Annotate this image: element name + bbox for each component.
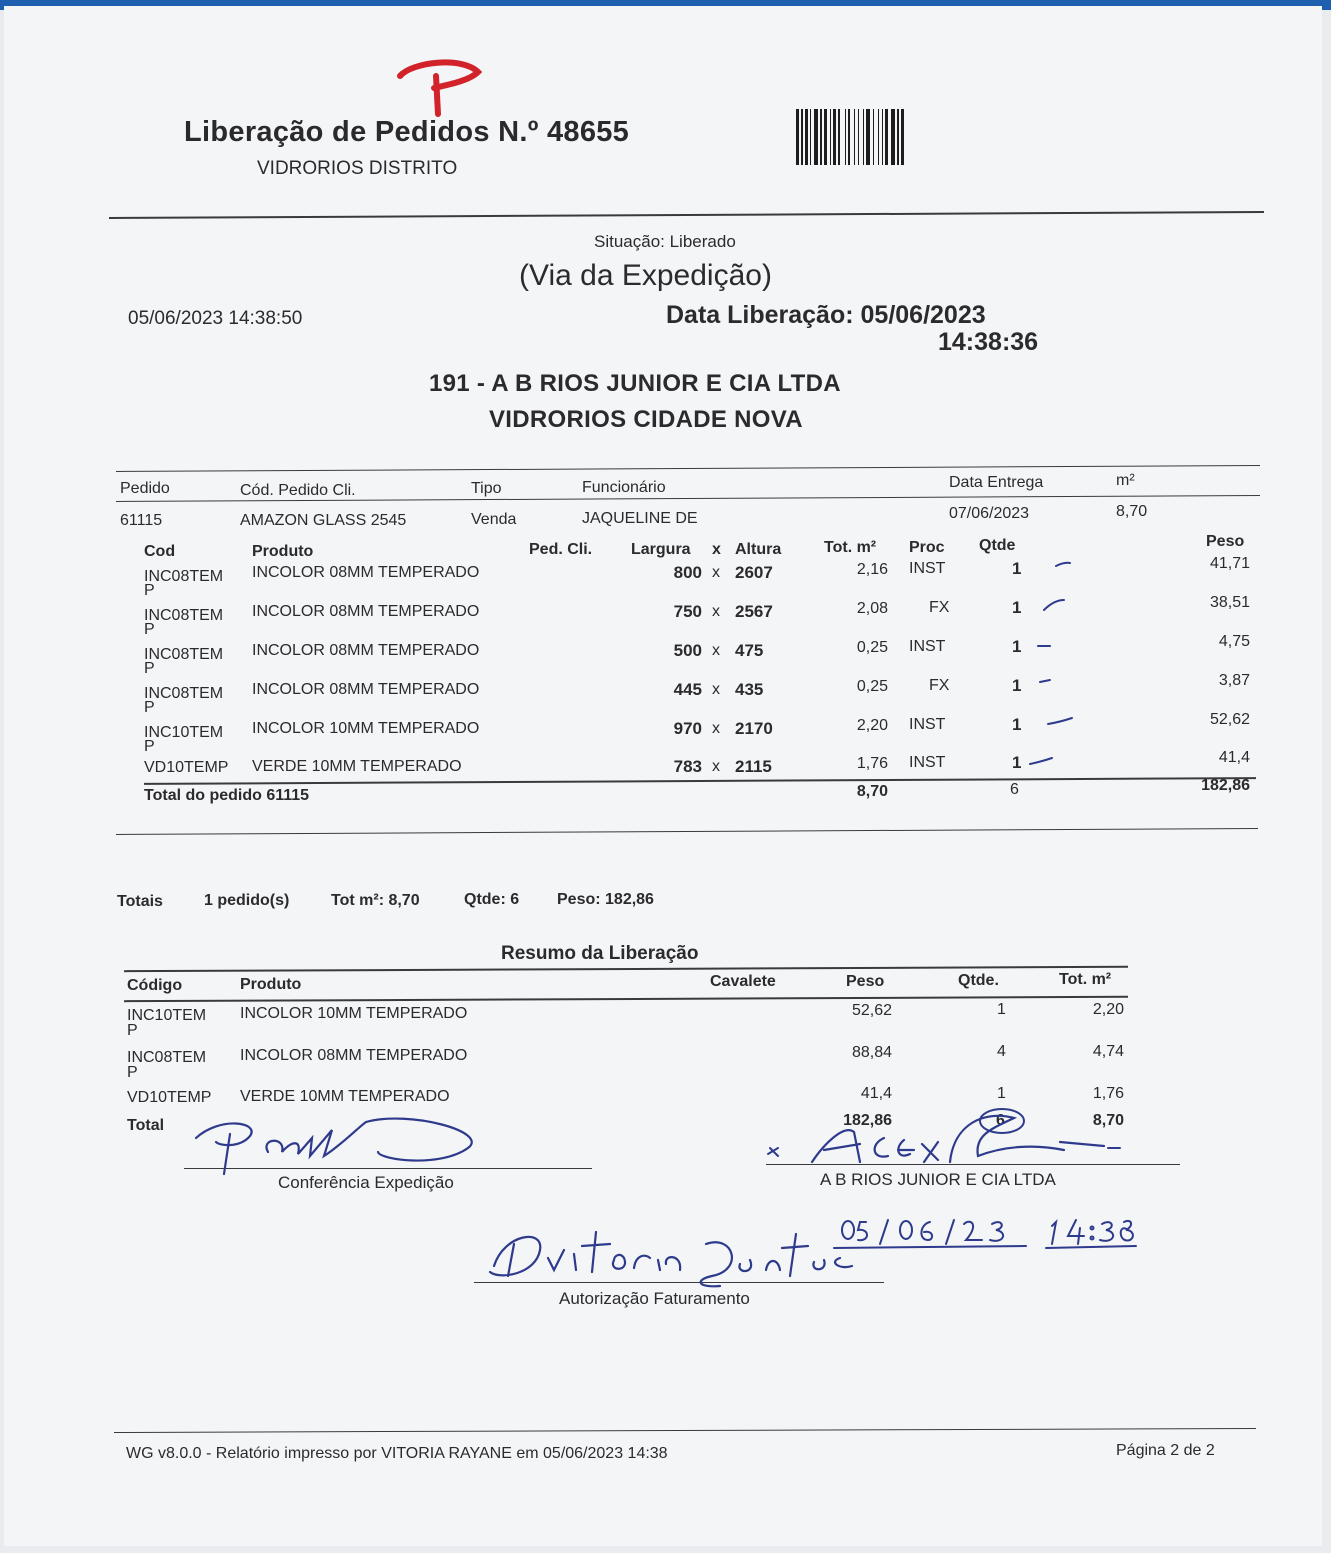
item-x: x [712, 642, 720, 659]
item-peso: 4,75 [1218, 633, 1250, 650]
item-tot-m2: 1,76 [856, 755, 888, 772]
barcode-bar [891, 109, 895, 165]
order-funcionario: JAQUELINE DE [582, 510, 698, 527]
cliente-label: A B RIOS JUNIOR E CIA LTDA [820, 1170, 1056, 1189]
item-altura: 475 [735, 641, 764, 660]
item-col-ped-cli: Ped. Cli. [529, 541, 593, 558]
items-total-line [144, 777, 1256, 785]
order-tipo: Venda [471, 511, 517, 528]
summary-total-tot-m2: 8,70 [1092, 1112, 1124, 1129]
totals-qtde: Qtde: 6 [464, 891, 520, 908]
item-qtde: 1 [1012, 715, 1022, 734]
item-proc: FX [929, 677, 950, 694]
client-branch: VIDRORIOS CIDADE NOVA [489, 406, 803, 433]
summary-cod-cont: P [127, 1022, 138, 1039]
item-x: x [712, 681, 720, 698]
item-tot-m2: 2,20 [856, 717, 888, 734]
summary-cod: INC10TEM [127, 1007, 207, 1024]
order-cod-pedido-cli: AMAZON GLASS 2545 [240, 512, 407, 529]
barcode-bar [830, 109, 831, 165]
summary-peso: 41,4 [860, 1085, 892, 1102]
footer-line [114, 1428, 1256, 1433]
item-altura: 2170 [735, 719, 773, 738]
logo-icon [392, 58, 484, 125]
conferencia-label: Conferência Expedição [278, 1173, 454, 1192]
order-header-top-line [116, 465, 1260, 472]
item-qtde: 1 [1012, 559, 1022, 578]
item-cod: INC08TEM [144, 685, 224, 702]
barcode-bar [873, 109, 874, 165]
branch-name: VIDRORIOS DISTRITO [257, 158, 458, 179]
item-proc: INST [909, 560, 946, 577]
order-total-qtde: 6 [1010, 781, 1019, 798]
item-cod: VD10TEMP [144, 759, 229, 776]
summary-produto: INCOLOR 10MM TEMPERADO [240, 1005, 468, 1022]
item-proc: INST [909, 638, 946, 655]
item-x: x [712, 603, 720, 620]
data-liberacao-label: Data Liberação: [666, 301, 854, 329]
summary-header-line [124, 996, 1128, 1002]
summary-total-qtde: 6 [996, 1112, 1005, 1129]
order-total-m2: 8,70 [856, 783, 888, 800]
item-proc: INST [909, 716, 946, 733]
totals-label: Totais [117, 893, 163, 910]
item-largura: 970 [673, 719, 702, 738]
item-produto: INCOLOR 08MM TEMPERADO [252, 642, 480, 659]
item-col-qtde: Qtde [979, 537, 1016, 554]
item-cod-cont: P [144, 621, 155, 638]
item-cod-cont: P [144, 699, 155, 716]
summary-col-cavalete: Cavalete [710, 973, 776, 990]
summary-cod-cont: P [127, 1064, 138, 1081]
item-produto: INCOLOR 10MM TEMPERADO [252, 720, 480, 737]
summary-title: Resumo da Liberação [501, 943, 699, 964]
summary-tot-m2: 4,74 [1092, 1043, 1124, 1060]
item-proc: INST [909, 754, 946, 771]
item-col-produto: Produto [252, 543, 314, 560]
barcode-bar [848, 109, 850, 165]
item-altura: 2607 [735, 563, 773, 582]
item-largura: 750 [673, 602, 702, 621]
item-tot-m2: 0,25 [856, 639, 888, 656]
summary-peso: 88,84 [851, 1044, 892, 1061]
totals-tot-m2: Tot m²: 8,70 [331, 892, 420, 909]
col-funcionario: Funcionário [582, 479, 666, 496]
item-peso: 41,4 [1218, 749, 1250, 766]
item-col-largura: Largura [631, 541, 691, 558]
barcode-bar [833, 109, 836, 165]
barcode-icon [796, 109, 1002, 165]
col-cod-pedido-cli: Cód. Pedido Cli. [240, 482, 356, 499]
item-largura: 783 [673, 757, 702, 776]
totals-pedidos: 1 pedido(s) [204, 892, 290, 909]
summary-col-codigo: Código [127, 977, 183, 994]
item-peso: 3,87 [1218, 672, 1250, 689]
order-end-line [116, 828, 1258, 835]
barcode-bar [858, 109, 859, 165]
barcode-bar [897, 109, 899, 165]
item-largura: 800 [673, 563, 702, 582]
signature-cliente [764, 1104, 1124, 1179]
qtde-circle-mark [978, 1106, 1028, 1141]
data-liberacao-time: 14:38:36 [938, 328, 1039, 356]
item-qtde: 1 [1012, 637, 1022, 656]
barcode-bar [854, 109, 855, 165]
summary-qtde: 4 [997, 1043, 1006, 1060]
summary-col-tot-m2: Tot. m² [1059, 971, 1112, 988]
item-col-peso: Peso [1206, 533, 1245, 550]
barcode-bar [801, 109, 803, 165]
signature-conferencia [190, 1108, 490, 1183]
client-name: 191 - A B RIOS JUNIOR E CIA LTDA [429, 370, 841, 397]
summary-produto: INCOLOR 08MM TEMPERADO [240, 1047, 468, 1064]
item-col-proc: Proc [909, 539, 945, 556]
col-pedido: Pedido [120, 480, 170, 497]
autorizacao-label: Autorização Faturamento [559, 1289, 750, 1308]
item-produto: VERDE 10MM TEMPERADO [252, 758, 462, 775]
barcode-bar [814, 109, 818, 165]
barcode-bar [882, 109, 883, 165]
item-produto: INCOLOR 08MM TEMPERADO [252, 603, 480, 620]
col-tipo: Tipo [471, 480, 502, 497]
order-data-entrega: 07/06/2023 [949, 505, 1030, 522]
item-qtde: 1 [1012, 753, 1022, 772]
barcode-bar [805, 109, 808, 165]
check-marks [1026, 554, 1076, 779]
handwritten-date [830, 1216, 1140, 1255]
item-altura: 2115 [735, 757, 772, 776]
summary-col-qtde: Qtde. [958, 972, 999, 989]
item-cod: INC08TEM [144, 568, 224, 585]
document-title: Liberação de Pedidos N.º 48655 [184, 116, 630, 148]
item-tot-m2: 2,08 [856, 600, 888, 617]
footer-left: WG v8.0.0 - Relatório impresso por VITORIA RAYANE em 05/06/2023 14:38 [126, 1445, 668, 1462]
item-altura: 435 [735, 680, 764, 699]
via-label: (Via da Expedição) [519, 259, 772, 292]
barcode-bar [885, 109, 888, 165]
order-total-peso: 182,86 [1201, 777, 1250, 794]
barcode-bar [901, 109, 904, 165]
summary-total-label: Total [127, 1117, 165, 1134]
barcode-bar [820, 109, 822, 165]
situacao-label: Situação: Liberado [594, 232, 736, 251]
item-col-x: x [712, 541, 721, 558]
summary-col-peso: Peso [846, 973, 885, 990]
item-largura: 445 [673, 680, 702, 699]
summary-produto: VERDE 10MM TEMPERADO [240, 1088, 450, 1105]
order-m2: 8,70 [1116, 503, 1148, 520]
summary-cod: INC08TEM [127, 1049, 207, 1066]
data-liberacao [666, 301, 986, 330]
item-tot-m2: 0,25 [856, 678, 888, 695]
item-cod-cont: P [144, 582, 155, 599]
document-sheet [4, 6, 1322, 1546]
item-col-cod: Cod [144, 543, 176, 560]
summary-col-produto: Produto [240, 976, 302, 993]
item-x: x [712, 564, 720, 581]
summary-tot-m2: 1,76 [1092, 1085, 1124, 1102]
totals-peso: Peso: 182,86 [557, 891, 654, 908]
summary-qtde: 1 [997, 1001, 1006, 1018]
summary-qtde: 1 [997, 1085, 1006, 1102]
item-tot-m2: 2,16 [856, 561, 888, 578]
printed-at: 05/06/2023 14:38:50 [128, 308, 303, 329]
item-cod-cont: P [144, 738, 155, 755]
item-x: x [712, 720, 720, 737]
item-cod: INC08TEM [144, 607, 224, 624]
summary-peso: 52,62 [851, 1002, 892, 1019]
col-m2: m² [1116, 472, 1135, 489]
barcode-bar [810, 109, 811, 165]
item-cod-cont: P [144, 660, 155, 677]
col-data-entrega: Data Entrega [949, 474, 1044, 491]
barcode-bar [824, 109, 827, 165]
barcode-bar [796, 109, 799, 165]
barcode-bar [878, 109, 879, 165]
item-qtde: 1 [1012, 676, 1022, 695]
barcode-bar [845, 109, 846, 165]
order-total-label: Total do pedido 61115 [144, 787, 310, 804]
item-col-tot-m2: Tot. m² [824, 539, 877, 556]
item-peso: 38,51 [1209, 594, 1250, 611]
summary-cod: VD10TEMP [127, 1089, 212, 1106]
barcode-bar [838, 109, 840, 165]
footer-page: Página 2 de 2 [1116, 1442, 1215, 1459]
signature-autorizacao [484, 1214, 864, 1299]
item-largura: 500 [673, 641, 702, 660]
item-proc: FX [929, 599, 950, 616]
item-qtde: 1 [1012, 598, 1022, 617]
header-divider [109, 211, 1264, 219]
item-col-altura: Altura [735, 541, 782, 558]
data-liberacao-date: 05/06/2023 [860, 301, 986, 329]
item-cod: INC10TEM [144, 724, 224, 741]
summary-tot-m2: 2,20 [1092, 1001, 1124, 1018]
item-cod: INC08TEM [144, 646, 224, 663]
item-peso: 52,62 [1209, 711, 1250, 728]
barcode-bar [866, 109, 870, 165]
item-produto: INCOLOR 08MM TEMPERADO [252, 681, 480, 698]
item-produto: INCOLOR 08MM TEMPERADO [252, 564, 480, 581]
item-x: x [712, 758, 720, 775]
item-altura: 2567 [735, 602, 773, 621]
item-peso: 41,71 [1209, 555, 1250, 572]
summary-total-peso: 182,86 [843, 1112, 892, 1129]
barcode-bar [863, 109, 864, 165]
order-pedido: 61115 [120, 512, 163, 529]
